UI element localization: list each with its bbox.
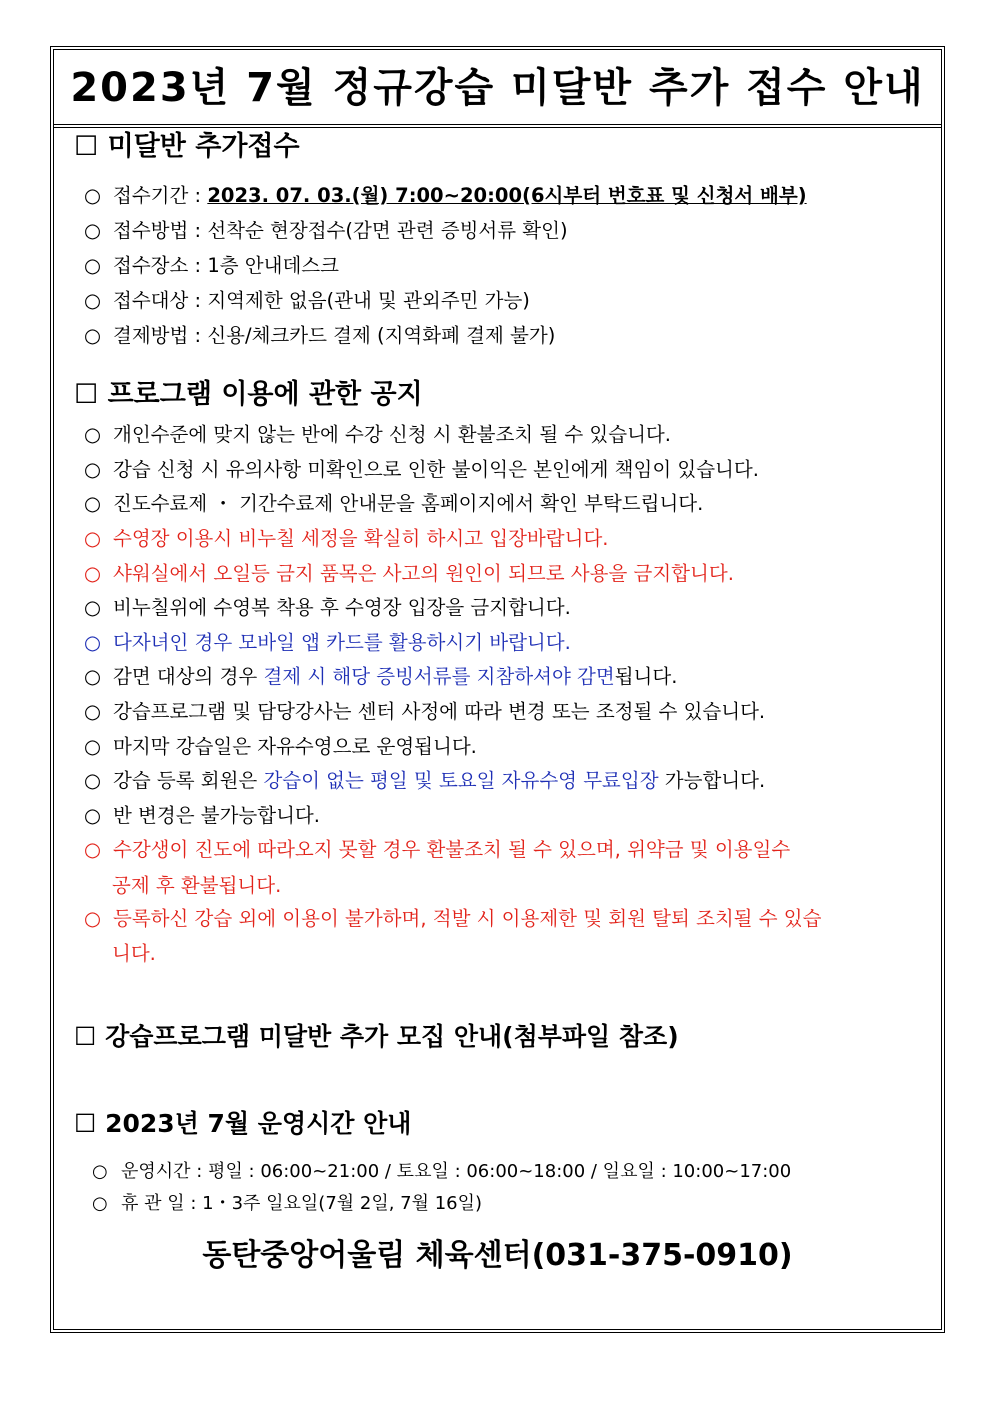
list-item: ○ 강습 신청 시 유의사항 미확인으로 인한 불이익은 본인에게 책임이 있습니다. [84,458,759,481]
bullet-icon: ○ [84,324,102,347]
list-item: ○ 반 변경은 불가능합니다. [84,804,320,827]
list-item: ○ 마지막 강습일은 자유수영으로 운영됩니다. [84,735,477,758]
bullet-icon: ○ [92,1161,108,1182]
list-item-highlight: ○ 다자녀인 경우 모바일 앱 카드를 활용하시기 바랍니다. [84,631,571,654]
list-item-continuation: 니다. [112,942,156,965]
bullet-icon: ○ [84,458,102,481]
bullet-icon: ○ [84,527,102,550]
list-item: ○ 개인수준에 맞지 않는 반에 수강 신청 시 환불조치 될 수 있습니다. [84,423,671,446]
list-item-continuation: 공제 후 환불됩니다. [112,874,282,897]
list-item: ○ 접수대상 : 지역제한 없음(관내 및 관외주민 가능) [84,289,530,312]
list-item: ○ 접수장소 : 1층 안내데스크 [84,254,339,277]
bullet-icon: ○ [84,769,102,792]
bullet-icon: ○ [84,289,102,312]
heading-program-notice: ☐ 프로그램 이용에 관한 공지 [74,379,423,410]
bullet-icon: ○ [84,665,102,688]
bullet-icon: ○ [84,562,102,585]
bullet-icon: ○ [84,254,102,277]
center-contact: 동탄중앙어울림 체육센터(031-375-0910) [202,1238,793,1273]
heading-additional-registration: ☐ 미달반 추가접수 [74,131,300,162]
bullet-icon: ○ [84,631,102,654]
bullet-icon: ○ [84,700,102,723]
bullet-icon: ○ [84,423,102,446]
bullet-icon: ○ [84,219,102,242]
bullet-icon: ○ [84,804,102,827]
heading-recruitment-notice: ☐ 강습프로그램 미달반 추가 모집 안내(첨부파일 참조) [74,1022,679,1051]
bullet-icon: ○ [84,907,102,930]
bullet-icon: ○ [84,838,102,861]
list-item: ○ 강습프로그램 및 담당강사는 센터 사정에 따라 변경 또는 조정될 수 있습니다. [84,700,766,723]
bullet-icon: ○ [84,492,102,515]
heading-operating-hours: ☐ 2023년 7월 운영시간 안내 [74,1109,412,1138]
bullet-icon: ○ [84,735,102,758]
list-item: ○ 진도수료제 ・ 기간수료제 안내문을 홈페이지에서 확인 부탁드립니다. [84,492,704,515]
list-item-warning: ○ 수강생이 진도에 따라오지 못할 경우 환불조치 될 수 있으며, 위약금 및 이용일수 [84,838,791,861]
bullet-icon: ○ [92,1193,108,1214]
list-item: ○ 강습 등록 회원은 강습이 없는 평일 및 토요일 자유수영 무료입장 가능합니다. [84,769,766,792]
bullet-icon: ○ [84,184,102,207]
bullet-icon: ○ [84,596,102,619]
list-item-warning: ○ 샤워실에서 오일등 금지 품목은 사고의 원인이 되므로 사용을 금지합니다. [84,562,734,585]
registration-period: 2023. 07. 03.(월) 7:00~20:00(6시부터 번호표 및 신청서 배부) [207,184,807,207]
list-item-warning: ○ 등록하신 강습 외에 이용이 불가하며, 적발 시 이용제한 및 회원 탈퇴 조치될 수 있습 [84,907,822,930]
list-item: ○ 감면 대상의 경우 결제 시 해당 증빙서류를 지참하셔야 감면됩니다. [84,665,678,688]
list-item: ○ 운영시간 : 평일 : 06:00~21:00 / 토요일 : 06:00~18:00 / 일요일 : 10:00~17:00 [92,1161,792,1182]
list-item: ○ 접수기간 : 2023. 07. 03.(월) 7:00~20:00(6시부터 번호표 및 신청서 배부) [84,184,807,207]
list-item: ○ 접수방법 : 선착순 현장접수(감면 관련 증빙서류 확인) [84,219,568,242]
list-item: ○ 결제방법 : 신용/체크카드 결제 (지역화폐 결제 불가) [84,324,556,347]
list-item: ○ 비누칠위에 수영복 착용 후 수영장 입장을 금지합니다. [84,596,571,619]
page-title: 2023년 7월 정규강습 미달반 추가 접수 안내 [70,65,925,111]
list-item: ○ 휴 관 일 : 1・3주 일요일(7월 2일, 7월 16일) [92,1193,483,1214]
list-item-warning: ○ 수영장 이용시 비누칠 세정을 확실히 하시고 입장바랍니다. [84,527,609,550]
